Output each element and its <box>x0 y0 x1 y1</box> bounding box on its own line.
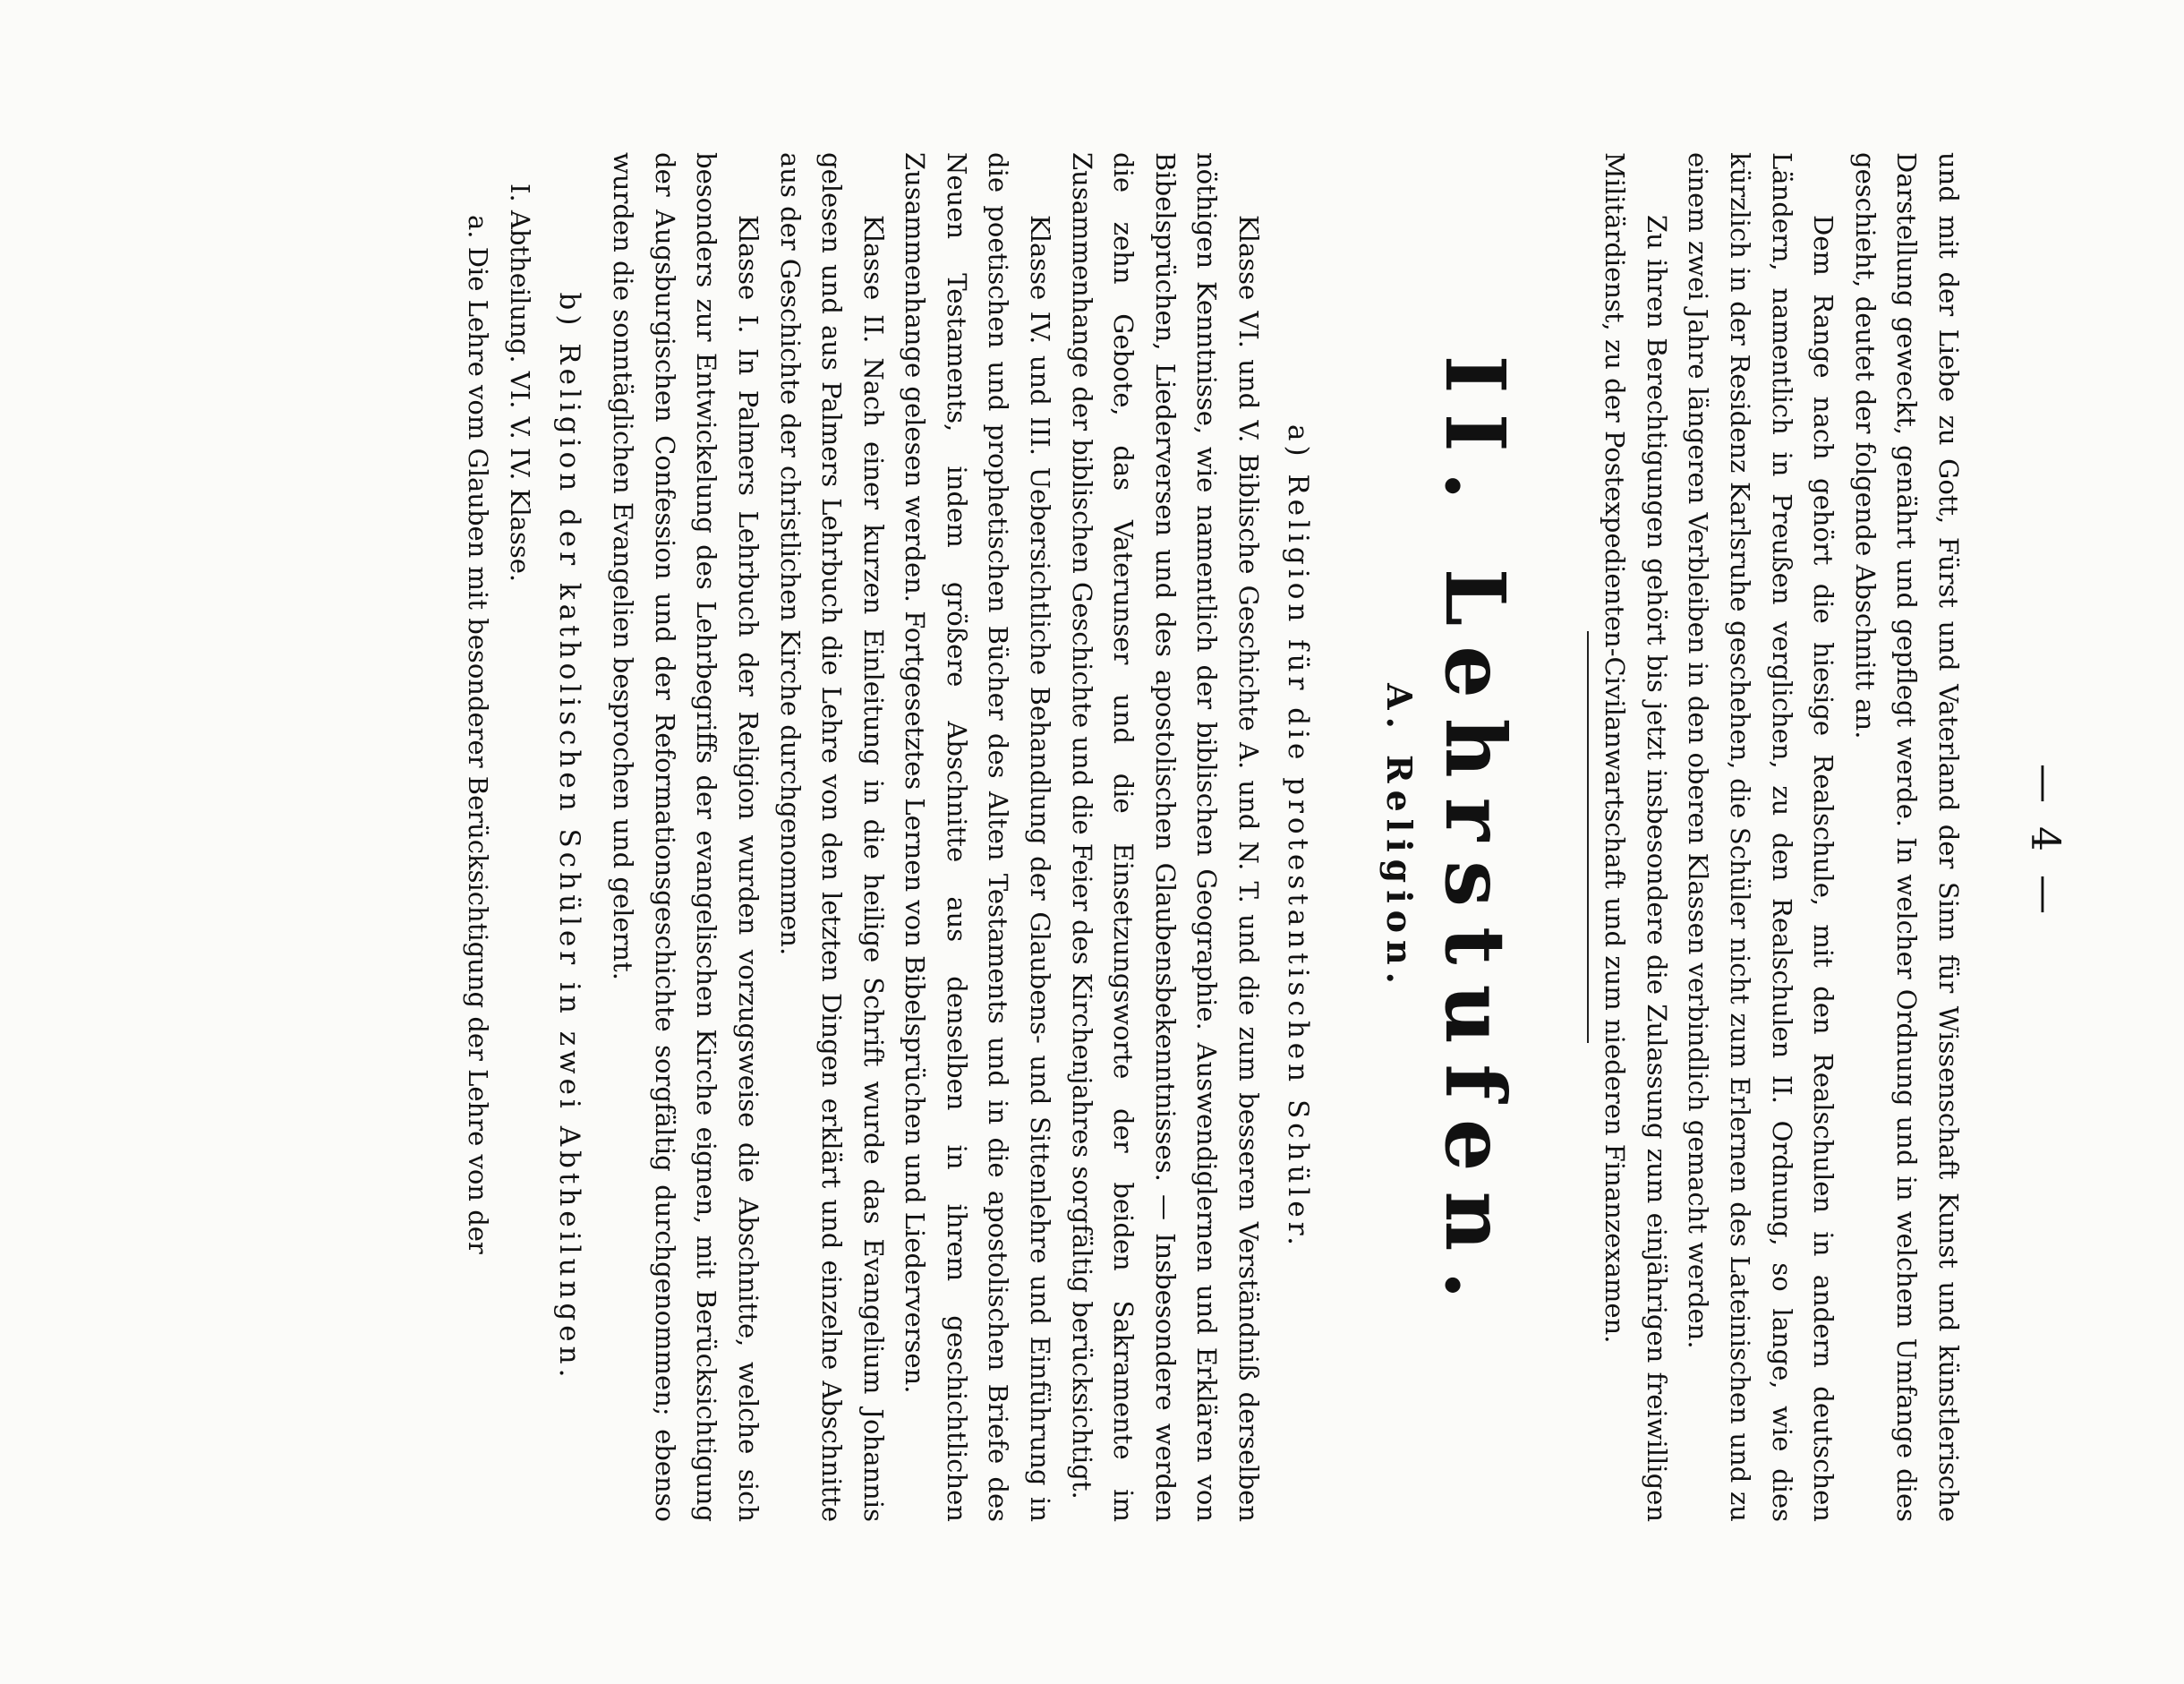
paragraph-class-4-3: Klasse IV. und III. Uebersichtliche Behandlung der Glaubens- und Sittenlehre und Einführung in die poetischen und prophetischen Bücher des Alten Testaments und in die apostolischen Briefe des Neuen Testaments, indem größere Abschnitte aus denselben in ihrem geschichtlichen Zusammenhange gelesen werden. Fortgesetztes Lernen von Bibelsprüchen und Liederversen. <box>900 152 1056 1522</box>
paragraph-class-1: Klasse I. In Palmers Lehrbuch der Religion wurden vorzugsweise die Abschnitte, welche sich besonders zur Entwickelung des Lehrbegriffs der evangelischen Kirche eignen, mit Berücksichtigung der Augsburgischen Confession und der Reformationsgeschichte sorgfältig durchgenommen; ebenso wurden die sonntäglichen Evangelien besprochen und gelernt. <box>608 152 764 1522</box>
paragraph-privileges: Zu ihren Berechtigungen gehört bis jetzt insbesondere die Zulassung zum einjährigen freiwilligen Militärdienst, zu der Postexpedienten-Civilanwartschaft und zum niederen Finanzexamen. <box>1600 152 1672 1522</box>
item-a: a. Die Lehre vom Glauben mit besonderer Berücksichtigung der Lehre von der <box>463 215 494 1254</box>
rotated-document-page <box>81 27 2103 1656</box>
page-number: — 4 — <box>2022 764 2068 919</box>
separator-rule <box>1587 631 1589 1043</box>
division-1: I. Abtheilung. VI. V. IV. Klasse. <box>504 184 535 583</box>
subsection-title: A. Religion. <box>1378 683 1420 991</box>
heading-protestant: a) Religion für die protestantischen Schüler. <box>1281 423 1314 1251</box>
paragraph-rank: Dem Range nach gehört die hiesige Realschule, mit den Realschulen in andern deutschen Ländern, namentlich in Preußen verglichen, zu den Realschulen II. Ordnung, so lange, wie dies kürzlich in der Residenz Karlsruhe geschehen, die Schüler nicht zum Erlernen des Lateinischen und zu einem zwei Jahre längeren Verbleiben in den oberen Klassen verbindlich gemacht werden. <box>1683 152 1839 1522</box>
section-title: II. Lehrstufen. <box>1426 355 1523 1320</box>
document-body <box>457 152 1969 1522</box>
paragraph-intro-end: und mit der Liebe zu Gott, Fürst und Vaterland der Sinn für Wissenschaft Kunst und künstlerische Darstellung geweckt, genährt und gepflegt werde. In welcher Ordnung und in welchem Umfange dies geschieht, deutet der folgende Abschnitt an. <box>1849 152 1964 1522</box>
heading-catholic: b) Religion der katholischen Schüler in zwei Abtheilungen. <box>552 292 585 1382</box>
paragraph-class-2: Klasse II. Nach einer kurzen Einleitung in die heilige Schrift wurde das Evangelium Johannis gelesen und aus Palmers Lehrbuch die Lehre von den letzten Dingen erklärt und einzelne Abschnitte aus der Geschichte der christlichen Kirche durchgenommen. <box>774 152 889 1522</box>
paragraph-class-6-5: Klasse VI. und V. Biblische Geschichte A. und N. T. und die zum besseren Verständniß derselben nöthigen Kenntnisse, wie namentlich der biblischen Geographie. Auswendiglernen und Erklären von Bibelsprüchen, Liederversen und des apostolischen Glaubensbekenntnisses. — Insbesondere werden die zehn Gebote, das Vaterunser und die Einsetzungsworte der beiden Sakramente im Zusammenhange der biblischen Geschichte und die Feier des Kirchenjahres sorgfältig berücksichtigt. <box>1066 152 1265 1522</box>
